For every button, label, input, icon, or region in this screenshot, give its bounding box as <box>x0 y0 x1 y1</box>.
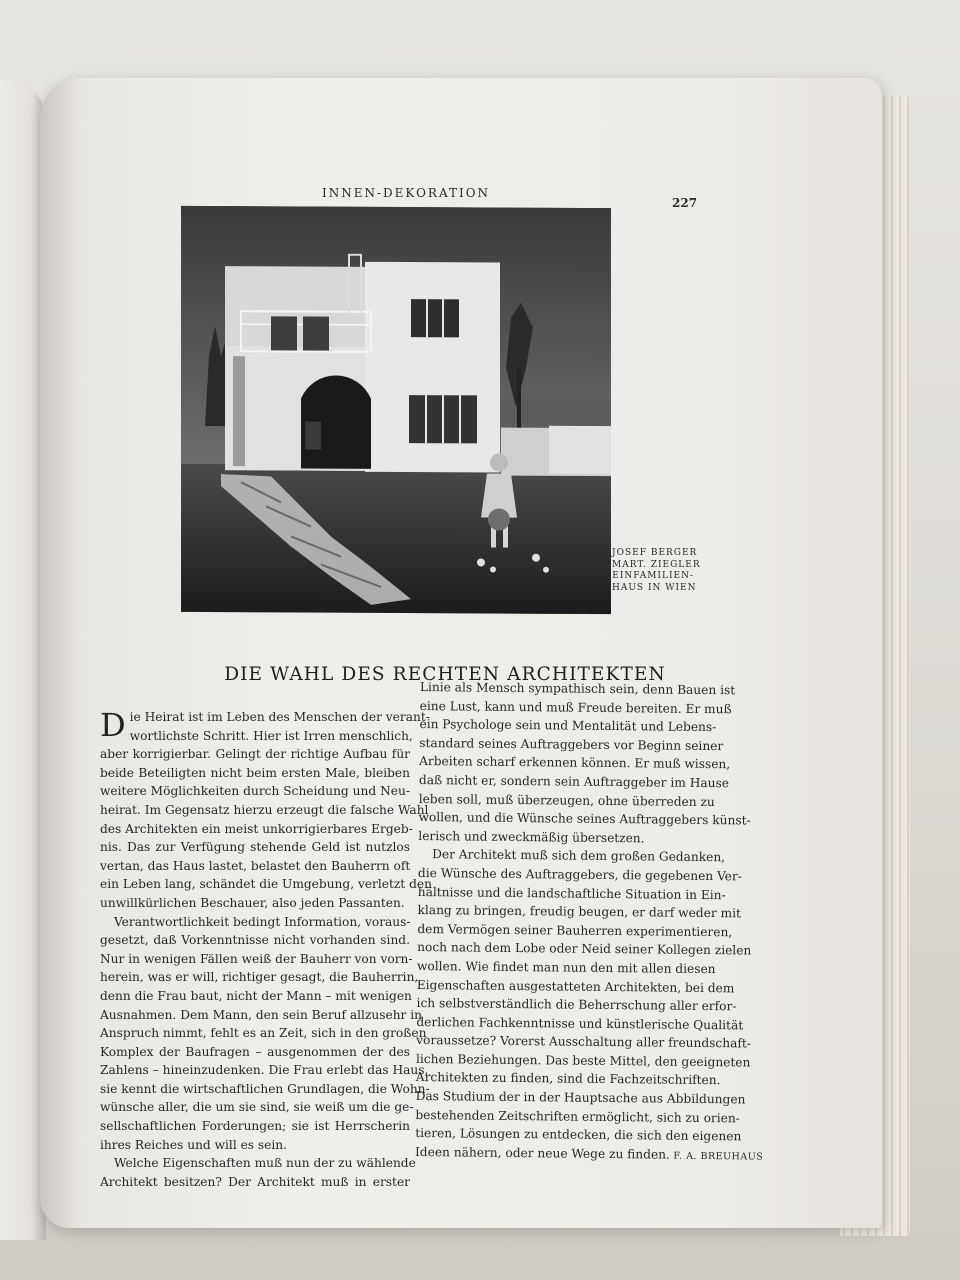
text-line: wollen. Wie findet man nun den mit allen diesen <box>416 958 716 977</box>
text-line: Architekten zu finden, sind die Fachzeitschriften. <box>415 1070 721 1088</box>
text-line: Der Architekt muß sich dem großen Gedanken, <box>432 847 726 865</box>
paragraph <box>100 708 432 913</box>
text-line: wünsche aller, die um sie sind, sie weiß um die ge- <box>100 1100 414 1115</box>
text-line: Nur in wenigen Fällen weiß der Bauherr von vorn- <box>100 951 413 966</box>
text-line: klang zu bringen, freudig beugen, er darf weder mit <box>417 903 741 921</box>
text-line: weitere Möglichkeiten durch Scheidung und Neu- <box>100 784 410 799</box>
text-line: ihres Reiches und will es sein. <box>100 1137 288 1152</box>
text-line: ie Heirat ist im Leben des Menschen der verant- <box>129 710 430 724</box>
text-line: Das Studium der in der Hauptsache aus Abbildungen <box>415 1089 746 1107</box>
text-line: Welche Eigenschaften muß nun der zu wählende <box>114 1156 416 1171</box>
text-line: beide Beteiligten nicht beim ersten Male, bleiben <box>100 765 410 780</box>
text-line: dem Vermögen seiner Bauherren experimentieren, <box>417 921 733 940</box>
text-line: aber korrigierbar. Gelingt der richtige Aufbau für <box>100 747 410 762</box>
text-line: wollen, und die Wünsche seines Auftraggebers künst- <box>418 810 751 828</box>
text-line: gesetzt, daß Vorkenntnisse nicht vorhanden sind. <box>100 933 410 948</box>
text-line: Anspruch nimmt, fehlt es an Zeit, sich in den großen <box>100 1026 427 1041</box>
drop-cap: D <box>100 706 126 744</box>
text-line: ich selbstverständlich die Beherrschung aller erfor- <box>416 996 737 1014</box>
paragraph <box>100 1154 416 1191</box>
text-line: Architekt besitzen? Der Architekt muß in erster <box>100 1174 410 1189</box>
article-headline: DIE WAHL DES RECHTEN ARCHITEKTEN <box>224 664 666 685</box>
caption-line: HAUS IN WIEN <box>612 582 697 593</box>
text-line: des Architekten ein meist unkorrigierbares Ergeb- <box>100 821 413 836</box>
text-line: Eigenschaften ausgestatteten Architekten, bei dem <box>416 977 735 995</box>
text-line: tieren, Lösungen zu entdecken, die sich den eigenen <box>415 1126 742 1144</box>
text-line: bestehenden Zeitschriften ermöglicht, sich zu orien- <box>415 1107 740 1126</box>
text-line: lerisch und zweckmäßig übersetzen. <box>418 828 645 846</box>
house-photograph <box>181 206 611 614</box>
text-line: daß nicht er, sondern sein Auftraggeber im Hause <box>418 772 730 791</box>
house-photo-illustration <box>181 206 611 614</box>
text-line: Ausnahmen. Dem Mann, den sein Beruf allzusehr in <box>100 1007 422 1022</box>
text-line: unwillkürlichen Beschauer, also jeden Passanten. <box>100 895 405 910</box>
paragraph <box>418 678 751 848</box>
text-line: Ideen nähern, oder neue Wege zu finden. F. A. BREUHAUS <box>414 1144 764 1163</box>
text-line: Zahlens – hineinzudenken. Die Frau erlebt das Haus, <box>100 1063 429 1078</box>
text-line: ein Psychologe sein und Mentalität und Lebens- <box>419 717 717 735</box>
text-line: hältnisse und die landschaftliche Situation in Ein- <box>417 884 726 902</box>
author-signature: F. A. BREUHAUS <box>669 1150 764 1163</box>
text-line: Arbeiten scharf erkennen können. Er muß wissen, <box>419 754 731 772</box>
caption-line: EINFAMILIEN- <box>612 571 694 581</box>
photo-caption <box>612 548 701 594</box>
text-line: standard seines Auftraggebers vor Beginn seiner <box>419 735 724 753</box>
text-line: wortlichste Schritt. Hier ist Irren menschlich, <box>129 728 413 743</box>
caption-line: MART. ZIEGLER <box>612 559 701 570</box>
text-line: lichen Beziehungen. Das beste Mittel, den geeigneten <box>415 1051 751 1070</box>
text-line: eine Lust, kann und muß Freude bereiten. Er muß <box>419 698 732 716</box>
right-text-column <box>414 678 764 1166</box>
text-line: voraussetze? Vorerst Ausschaltung aller freundschaft- <box>416 1033 752 1051</box>
text-line: Linie als Mensch sympathisch sein, denn Bauen ist <box>419 679 736 698</box>
text-line: leben soll, muß überzeugen, ohne überreden zu <box>418 791 715 809</box>
text-line: vertan, das Haus lastet, belastet den Bauherrn oft <box>100 858 411 873</box>
text-line: Verantwortlichkeit bedingt Information, voraus- <box>114 914 411 929</box>
text-line: Komplex der Baufragen – ausgenommen der des <box>100 1044 410 1059</box>
text-line: die Wünsche des Auftraggebers, die gegebenen Ver- <box>417 865 742 884</box>
left-text-column <box>100 706 432 1191</box>
text-line: herein, was er will, richtiger gesagt, die Bauherrin, <box>100 970 419 985</box>
paragraph <box>414 845 764 1166</box>
page-number: 227 <box>672 196 698 210</box>
text-line: sie kennt die wirtschaftlichen Grundlagen, die Wohn- <box>100 1081 430 1096</box>
text-line: derlichen Fachkenntnisse und künstlerische Qualität <box>416 1014 744 1033</box>
paragraph <box>100 913 430 1155</box>
text-line: heirat. Im Gegensatz hierzu erzeugt die falsche Wahl <box>100 802 429 817</box>
text-line: noch nach dem Lobe oder Neid seiner Kollegen zielen <box>417 940 752 958</box>
text-line: denn die Frau baut, nicht der Mann – mit wenigen <box>100 988 412 1003</box>
text-line: ein Leben lang, schändet die Umgebung, verletzt den <box>100 877 432 892</box>
text-line: sellschaftlichen Forderungen; sie ist Herrscherin <box>100 1119 410 1134</box>
text-line: nis. Das zur Verfügung stehende Geld ist nutzlos <box>100 840 410 855</box>
caption-line: JOSEF BERGER <box>612 548 698 558</box>
running-head: INNEN-DEKORATION <box>322 186 491 200</box>
